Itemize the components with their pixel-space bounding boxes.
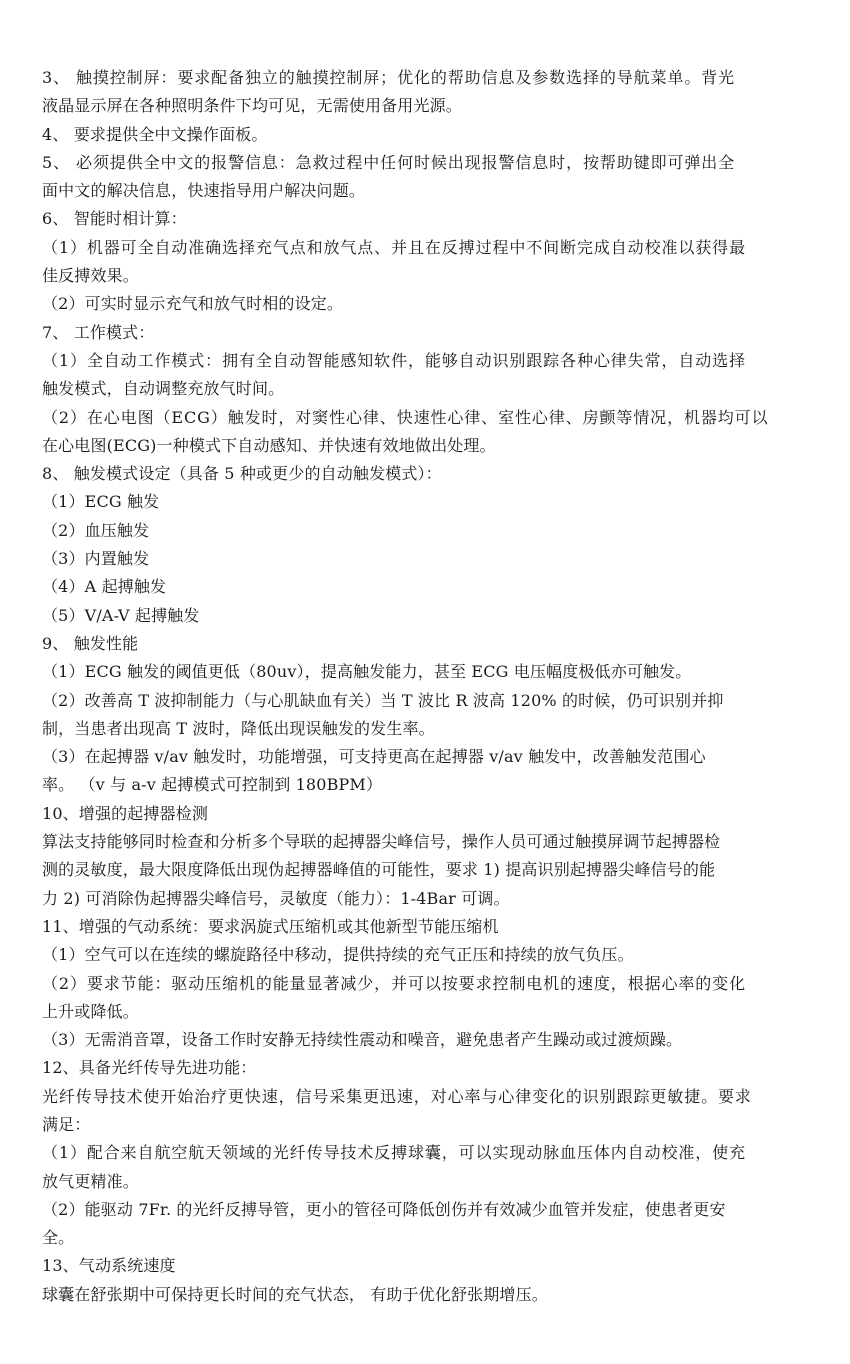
text-line: 11、增强的气动系统：要求涡旋式压缩机或其他新型节能压缩机: [42, 916, 499, 936]
text-line: （2）能驱动 7Fr. 的光纤反搏导管，更小的管径可降低创伤并有效减少血管并发症，使患者更安: [42, 1199, 726, 1219]
text-line: 6、 智能时相计算：: [42, 209, 187, 229]
text-line: （1）机器可全自动准确选择充气点和放气点、并且在反搏过程中不间断完成自动校准以获得最: [42, 237, 746, 257]
text-line: 10、增强的起搏器检测: [42, 803, 209, 823]
text-line: 4、 要求提供全中文操作面板。: [42, 124, 268, 144]
text-line: 上升或降低。: [42, 1001, 139, 1021]
text-line: 光纤传导技术使开始治疗更快速，信号采集更迅速，对心率与心律变化的识别跟踪更敏捷。要求: [42, 1086, 752, 1106]
text-line: （3）无需消音罩，设备工作时安静无持续性震动和噪音，避免患者产生躁动或过渡烦躁。: [42, 1030, 683, 1050]
text-line: 算法支持能够同时检查和分析多个导联的起搏器尖峰信号，操作人员可通过触摸屏调节起搏器检: [42, 832, 721, 852]
text-line: 满足：: [42, 1114, 91, 1134]
text-line: 3、 触摸控制屏：要求配备独立的触摸控制屏；优化的帮助信息及参数选择的导航菜单。背光: [42, 68, 736, 87]
text-line: 制，当患者出现高 T 波时，降低出现误触发的发生率。: [42, 718, 435, 738]
text-line: 率。 （v 与 a-v 起搏模式可控制到 180BPM）: [42, 775, 383, 795]
text-line: 测的灵敏度，最大限度降低出现伪起搏器峰值的可能性，要求 1) 提高识别起搏器尖峰信号的能: [42, 860, 716, 880]
text-line: （3）在起搏器 v/av 触发时，功能增强，可支持更高在起搏器 v/av 触发中，改善触发范围心: [42, 747, 706, 767]
text-line: 面中文的解决信息，快速指导用户解决问题。: [42, 181, 366, 201]
text-line: 8、 触发模式设定（具备 5 种或更少的自动触发模式）：: [42, 464, 442, 484]
text-line: 全。: [42, 1228, 75, 1248]
text-line: 液晶显示屏在各种照明条件下均可见，无需使用备用光源。: [42, 96, 462, 116]
text-line: 12、具备光纤传导先进功能：: [42, 1058, 257, 1078]
text-line: （3）内置触发: [42, 549, 150, 569]
text-line: （2）可实时显示充气和放气时相的设定。: [42, 294, 344, 314]
text-line: 5、 必须提供全中文的报警信息：急救过程中任何时候出现报警信息时，按帮助键即可弹出全: [42, 152, 736, 172]
text-line: （1）全自动工作模式：拥有全自动智能感知软件，能够自动识别跟踪各种心律失常，自动选择: [42, 350, 746, 370]
text-line: （4）A 起搏触发: [42, 577, 167, 597]
text-line: 13、气动系统速度: [42, 1256, 176, 1276]
text-line: （1）配合来自航空航天领域的光纤传导技术反搏球囊，可以实现动脉血压体内自动校准，使充: [42, 1143, 746, 1163]
text-line: 力 2) 可消除伪起搏器尖峰信号，灵敏度（能力）：1-4Bar 可调。: [42, 888, 510, 908]
text-line: 触发模式，自动调整充放气时间。: [42, 379, 285, 399]
text-line: （2）要求节能：驱动压缩机的能量显著减少，并可以按要求控制电机的速度，根据心率的变化: [42, 973, 746, 993]
text-line: （1）ECG 触发: [42, 492, 160, 512]
text-line: 球囊在舒张期中可保持更长时间的充气状态， 有助于优化舒张期增压。: [42, 1284, 548, 1304]
text-line: （1）空气可以在连续的螺旋路径中移动，提供持续的充气正压和持续的放气负压。: [42, 945, 634, 965]
text-line: （1）ECG 触发的阈值更低（80uv），提高触发能力，甚至 ECG 电压幅度极低亦可触发。: [42, 662, 692, 682]
text-line: （5）V/A-V 起搏触发: [42, 605, 200, 625]
text-line: 7、 工作模式：: [42, 322, 155, 342]
text-line: 佳反搏效果。: [42, 266, 139, 286]
text-line: 9、 触发性能: [42, 633, 139, 653]
text-line: （2）改善高 T 波抑制能力（与心肌缺血有关）当 T 波比 R 波高 120% 的时候，仍可识别并抑: [42, 690, 724, 710]
text-line: （2）血压触发: [42, 520, 150, 540]
text-line: 在心电图(ECG)一种模式下自动感知、并快速有效地做出处理。: [42, 435, 496, 455]
text-line: 放气更精准。: [42, 1171, 139, 1191]
text-line: （2）在心电图（ECG）触发时，对窦性心律、快速性心律、室性心律、房颤等情况，机器均可以: [42, 407, 769, 427]
